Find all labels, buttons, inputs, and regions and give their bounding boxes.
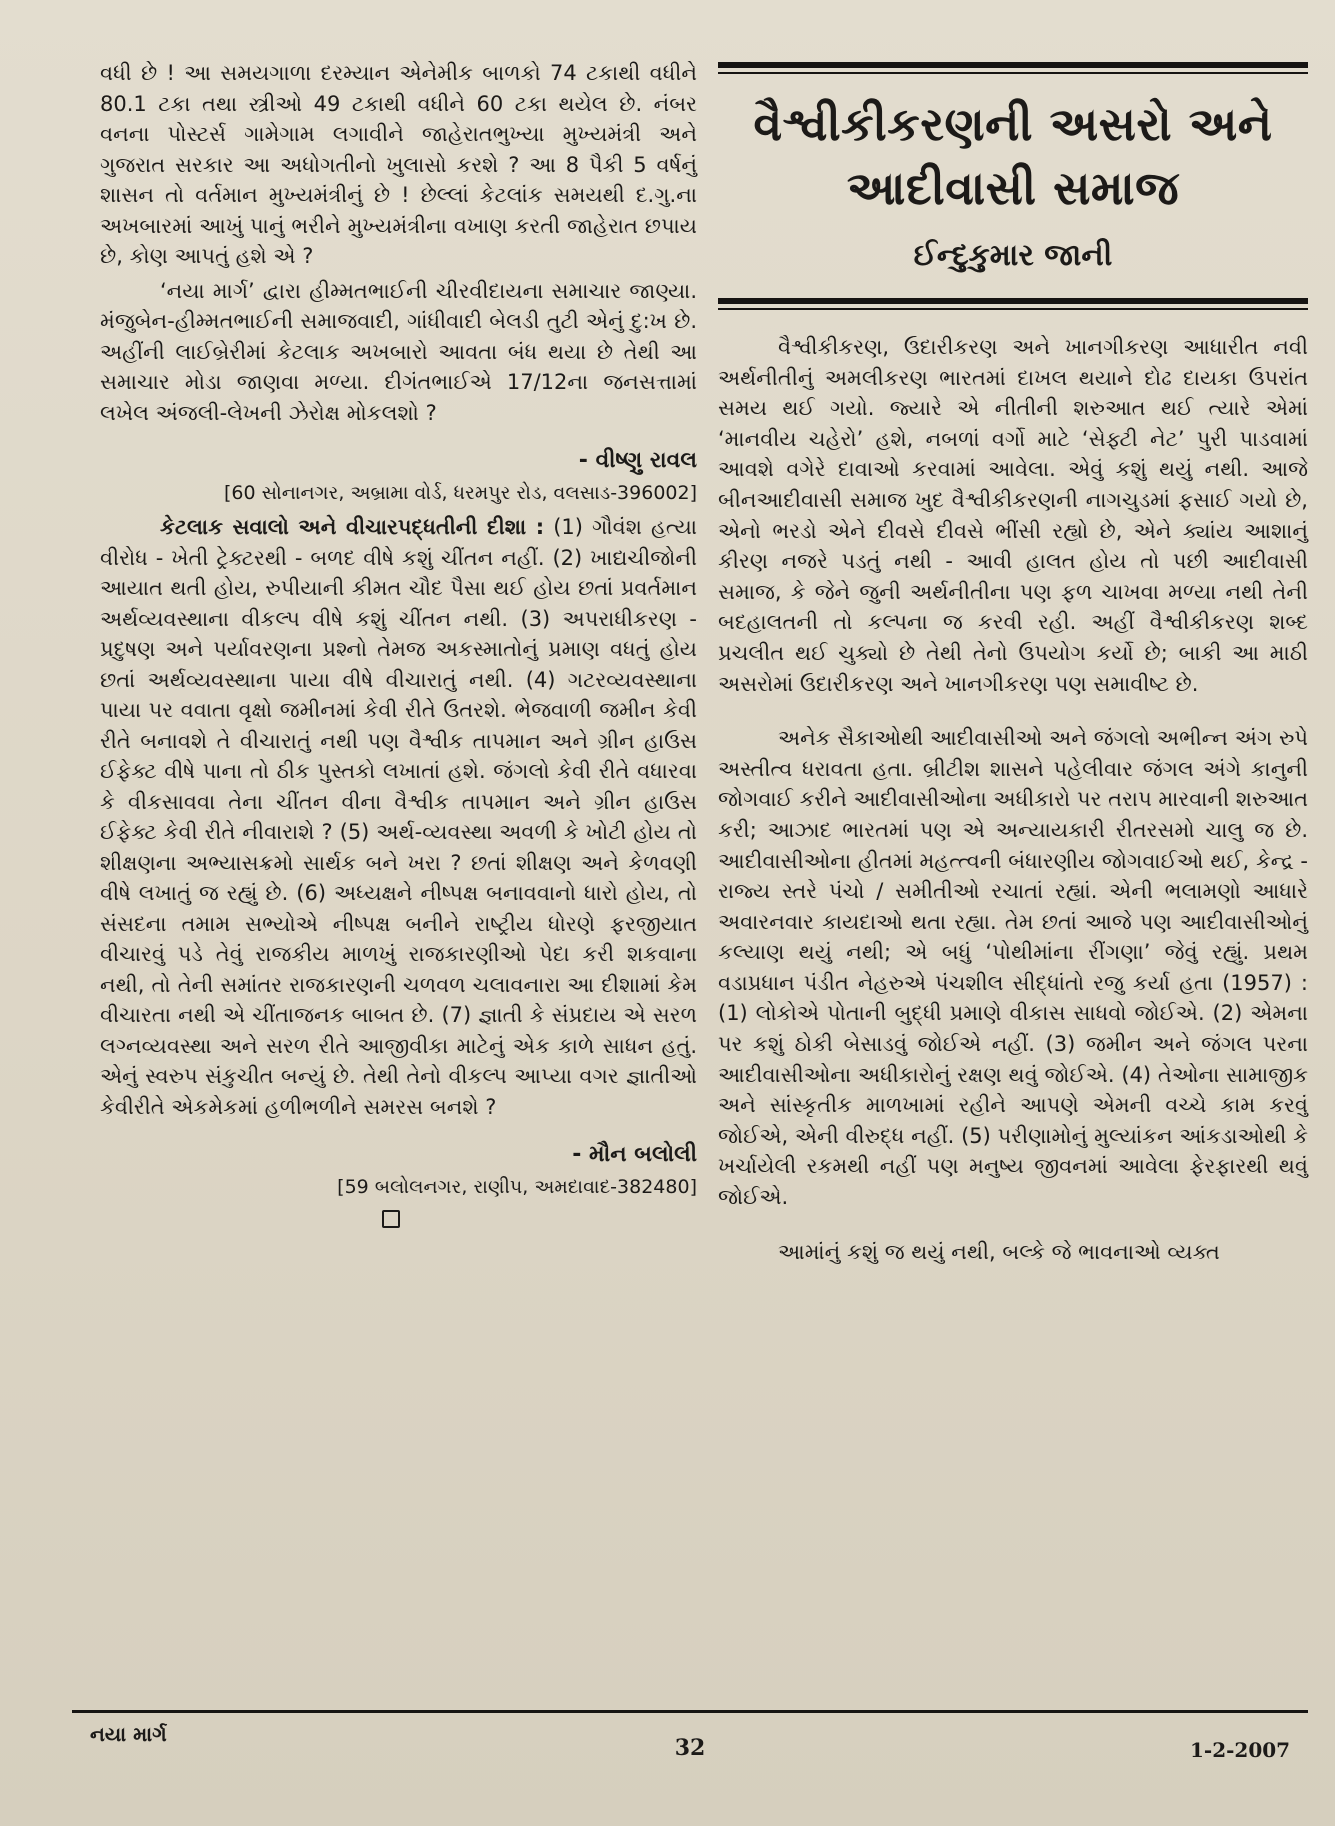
article-title: વૈશ્વીકીકરણની અસરો અને આદીવાસી સમાજ: [753, 97, 1273, 215]
article-paragraph: વૈશ્વીકીકરણ, ઉદારીકરણ અને ખાનગીકરણ આધારીત નવી અર્થનીતીનું અમલીકરણ ભારતમાં દાખલ થયાને દોઢ દાયકા ઉપરાંત સમય થઈ ગયો. જ્યારે એ નીતીની શરુઆત થઈ ત્યારે એમાં ‘માનવીય ચહેરો’ હશે, નબળાં વર્ગો માટે ‘સેફ્ટી નેટ’ પુરી પાડવામાં આવશે વગેરે દાવાઓ કરવામાં આવેલા. એવું કશું થયું નથી. આજે બીનઆદીવાસી સમાજ ખુદ વૈશ્વીકીકરણની નાગચુડમાં ફસાઈ ગયો છે, એનો ભરડો એને દીવસે દીવસે ભીંસી રહ્યો છે, એને ક્યાંય આશાનું કીરણ નજરે પડતું નથી - આવી હાલત હોય તો પછી આદીવાસી સમાજ, કે જેને જુની અર્થનીતીના પણ ફળ ચાખવા મળ્યા નથી તેની બદહાલતની તો કલ્પના જ કરવી રહી. અહીં વૈશ્વીકીકરણ શબ્દ પ્રચલીત થઈ ચુક્યો છે તેથી તેનો ઉપયોગ કર્યો છે; બાકી આ માઠી અસરોમાં ઉદારીકરણ અને ખાનગીકરણ પણ સમાવીષ્ટ છે.: [718, 335, 1308, 696]
end-mark-icon: [382, 1210, 400, 1228]
letter-address: [60 સોનાનગર, અબ્રામા વોર્ડ, ધરમપુર રોડ, વલસાડ-396002]: [223, 482, 697, 504]
letter-paragraph: [100, 512, 697, 1122]
article-author: ઈન્દુકુમાર જાની: [913, 238, 1113, 273]
page-number: 32: [674, 1735, 706, 1761]
letter-body-text: (1) ગૌવંશ હત્યા વીરોધ - ખેતી ટ્રેક્ટરથી - બળદ વીષે કશું ચીંતન નહીં. (2) ખાદ્યચીજોની આયાત થતી હોય, રુપીયાની કીમત ચૌદ પૈસા થઈ હોય છતાં પ્રવર્તમાન અર્થવ્યવસ્થાના વીકલ્પ વીષે કશું ચીંતન નથી. (3) અપરાધીકરણ - પ્રદુષણ અને પર્યાવરણના પ્રશ્નો તેમજ અકસ્માતોનું પ્રમાણ વધતું હોય છતાં અર્થવ્યવસ્થાના પાયા વીષે વીચારાતું નથી. (4) ગટરવ્યવસ્થાના પાયા પર વવાતા વૃક્ષો જમીનમાં કેવી રીતે ઉતરશે. ભેજવાળી જમીન કેવી રીતે બનાવશે તે વીચારાતું નથી પણ વૈશ્વીક તાપમાન અને ગ્રીન હાઉસ ઈફેક્ટ વીષે પાના તો ઠીક પુસ્તકો લખાતાં હશે. જંગલો કેવી રીતે વધારવા કે વીકસાવવા તેના ચીંતન વીના વૈશ્વીક તાપમાન અને ગ્રીન હાઉસ ઈફેક્ટ કેવી રીતે નીવારાશે ? (5) અર્થ-વ્યવસ્થા અવળી કે ખોટી હોય તો શીક્ષણના અભ્યાસક્રમો સાર્થક બને ખરા ? છતાં શીક્ષણ અને કેળવણી વીષે લખાતું જ રહ્યું છે. (6) અધ્યક્ષને નીષ્પક્ષ બનાવવાનો ધારો હોય, તો સંસદના તમામ સભ્યોએ નીષ્પક્ષ બનીને રાષ્ટ્રીય ધોરણે ફરજીયાત વીચારવું પડે તેવું રાજકીય માળખું રાજકારણીઓ પેદા કરી શકવાના નથી, તો તેની સમાંતર રાજકારણની ચળવળ ચલાવનારા આ દીશામાં કેમ વીચારતા નથી એ ચીંતાજનક બાબત છે. (7) જ્ઞાતી કે સંપ્રદાય એ સરળ લગ્નવ્યવસ્થા અને સરળ રીતે આજીવીકા માટેનું એક કાળે સાધન હતું. એનું સ્વરુપ સંકુચીત બન્યું છે. તેથી તેનો વીકલ્પ આપ્યા વગર જ્ઞાતીઓ કેવીરીતે એકમેકમાં હળીભળીને સમરસ બનશે ?: [100, 515, 698, 1119]
article-body: [718, 332, 1308, 1267]
letter-paragraph: વધી છે ! આ સમયગાળા દરમ્યાન એનેમીક બાળકો 74 ટકાથી વધીને 80.1 ટકા તથા સ્ત્રીઓ 49 ટકાથી વધીને 60 ટકા થયેલ છે. નંબર વનના પોસ્ટર્સ ગામેગામ લગાવીને જાહેરાતભુખ્યા મુખ્યમંત્રી અને ગુજરાત સરકાર આ અધોગતીનો ખુલાસો કરશે ? આ 8 પૈકી 5 વર્ષનું શાસન તો વર્તમાન મુખ્યમંત્રીનું છે ! છેલ્લાં કેટલાંક સમયથી દ.ગુ.ના અખબારમાં આખું પાનું ભરીને મુખ્યમંત્રીના વખાણ કરતી જાહેરાત છપાય છે, કોણ આપતું હશે એ ?: [100, 61, 697, 268]
article-column: [718, 62, 1308, 1267]
letter-address: [59 બલોલનગર, રાણીપ, અમદાવાદ-382480]: [337, 1176, 697, 1198]
letters-column: [100, 58, 697, 1228]
title-rule-top: [718, 62, 1308, 68]
footer-rule: [72, 1710, 1308, 1713]
letter-signature: - વીષ્ણુ રાવલ: [578, 448, 697, 473]
title-rule-bottom: [718, 298, 1308, 304]
title-rule-top-thin: [718, 72, 1308, 74]
footer-publication: નયા માર્ગ: [90, 1722, 167, 1746]
article-paragraph: આમાંનું કશું જ થયું નથી, બલ્કે જે ભાવનાઓ વ્યક્ત: [778, 1239, 1220, 1264]
title-rule-bottom-thin: [718, 308, 1308, 310]
issue-date: 1-2-2007: [1190, 1738, 1291, 1762]
letter-lead-heading: કેટલાક સવાલો અને વીચારપદ્ધતીની દીશા :: [160, 515, 545, 539]
letter-paragraph: ‘નયા માર્ગ’ દ્વારા હીમ્મતભાઈની ચીરવીદાયના સમાચાર જાણ્યા. મંજુબેન-હીમ્મતભાઈની સમાજવાદી, ગાંધીવાદી બેલડી તુટી એનું દુ:ખ છે. અહીંની લાઈબ્રેરીમાં કેટલાક અખબારો આવતા બંધ થયા છે તેથી આ સમાચાર મોડા જાણવા મળ્યા. દીગંતભાઈએ 17/12ના જનસત્તામાં લખેલ અંજલી-લેખની ઝેરોક્ષ મોકલશો ?: [100, 278, 697, 425]
article-paragraph: અનેક સૈકાઓથી આદીવાસીઓ અને જંગલો અભીન્ન અંગ રુપે અસ્તીત્વ ધરાવતા હતા. બ્રીટીશ શાસને પહેલીવાર જંગલ અંગે કાનુની જોગવાઈ કરીને આદીવાસીઓના અધીકારો પર તરાપ મારવાની શરુઆત કરી; આઝાદ ભારતમાં પણ એ અન્યાયકારી રીતરસમો ચાલુ જ છે. આદીવાસીઓના હીતમાં મહત્ત્વની બંધારણીય જોગવાઈઓ થઈ, કેન્દ્ર - રાજ્ય સ્તરે પંચો / સમીતીઓ રચાતાં રહ્યાં. એની ભલામણો આધારે અવારનવાર કાયદાઓ થતા રહ્યા. તેમ છતાં આજે પણ આદીવાસીઓનું કલ્યાણ થયું નથી; એ બધું ‘પોથીમાંના રીંગણા’ જેવું રહ્યું. પ્રથમ વડાપ્રધાન પંડીત નેહરુએ પંચશીલ સીદ્ધાંતો રજુ કર્યા હતા (1957) : (1) લોકોએ પોતાની બુદ્ધી પ્રમાણે વીકાસ સાધવો જોઈએ. (2) એમના પર કશું ઠોકી બેસાડવું જોઈએ નહીં. (3) જમીન અને જંગલ પરના આદીવાસીઓના અધીકારોનું રક્ષણ થવું જોઈએ. (4) તેઓના સામાજીક અને સાંસ્કૃતીક માળખામાં રહીને આપણે એમની વચ્ચે કામ કરવું જોઈએ, એની વીરુદ્ધ નહીં. (5) પરીણામોનું મુલ્યાંકન આંકડાઓથી કે ખર્ચાયેલી રકમથી નહીં પણ મનુષ્ય જીવનમાં આવેલા ફેરફારથી થવું જોઈએ.: [718, 726, 1308, 1210]
letter-signature: - મૌન બલોલી: [572, 1142, 697, 1167]
